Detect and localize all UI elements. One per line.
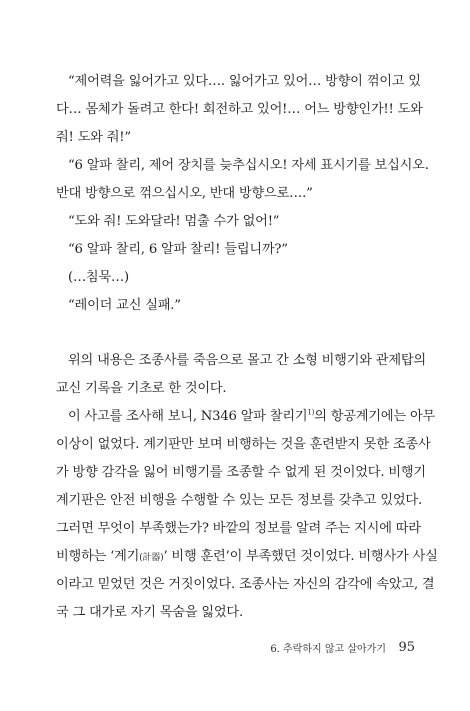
paragraph-2-line-7: 이라고 믿었던 것은 거짓이었다. 조종사는 자신의 감각에 속았고, 결 bbox=[56, 577, 435, 592]
dialogue-line-6: “도와 줘! 도와달라! 멈출 수가 없어!” bbox=[68, 214, 280, 229]
paragraph-1-line-2: 교신 기록을 기초로 한 것이다. bbox=[56, 381, 227, 396]
paragraph-2-line-6 bbox=[56, 548, 438, 567]
footnote-ref: 1) bbox=[307, 408, 315, 417]
paragraph-2-line-8: 국 그 대가로 자기 목숨을 잃었다. bbox=[56, 605, 243, 620]
dialogue-line-9: “레이더 교신 실패.” bbox=[68, 298, 181, 313]
paragraph-2-line-1 bbox=[68, 408, 435, 426]
paragraph-2-line-5: 그러면 무엇이 부족했는가? 바깥의 정보를 알려 주는 지시에 따라 bbox=[56, 521, 421, 536]
paragraph-2-line-1-b: 의 항공계기에는 아무 bbox=[314, 409, 436, 424]
dialogue-line-1: “제어력을 잃어가고 있다…. 잃어가고 있어… 방향이 꺾이고 있 bbox=[68, 74, 421, 89]
paragraph-2-line-6-b: ’ 비행 훈련’이 부족했던 것이었다. 비행사가 사실 bbox=[163, 549, 438, 564]
paragraph-2-line-1-a: 이 사고를 조사해 보니, N346 알파 찰리기 bbox=[68, 409, 308, 424]
dialogue-line-3: 줘! 도와 줘!” bbox=[56, 130, 131, 145]
dialogue-line-2: 다… 몸체가 돌려고 한다! 회전하고 있어!… 어느 방향인가!! 도와 bbox=[56, 102, 423, 117]
paragraph-2-line-3: 가 방향 감각을 잃어 비행기를 조종할 수 없게 된 것이었다. 비행기 bbox=[56, 465, 426, 480]
paragraph-1-line-1: 위의 내용은 조종사를 죽음으로 몰고 간 소형 비행기와 관제탑의 bbox=[68, 353, 426, 368]
page-number: 95 bbox=[398, 640, 415, 655]
gauge-hanja: (計器) bbox=[139, 553, 164, 563]
dialogue-line-7: “6 알파 찰리, 6 알파 찰리! 들립니까?” bbox=[68, 242, 288, 257]
dialogue-line-5: 반대 방향으로 꺾으십시오, 반대 방향으로….” bbox=[56, 186, 313, 201]
paragraph-2-line-2: 이상이 없었다. 계기판만 보며 비행하는 것을 훈련받지 못한 조종사 bbox=[56, 437, 431, 452]
paragraph-2-line-4: 계기판은 안전 비행을 수행할 수 있는 모든 정보를 갖추고 있었다. bbox=[56, 493, 422, 508]
paragraph-2-line-6-a: 비행하는 ‘계기 bbox=[56, 549, 140, 564]
running-head: 6. 추락하지 않고 살아가기 bbox=[270, 644, 386, 655]
dialogue-line-4: “6 알파 찰리, 제어 장치를 늦추십시오! 자세 표시기를 보십시오. bbox=[68, 158, 429, 173]
dialogue-line-8: (…침묵…) bbox=[68, 270, 129, 285]
